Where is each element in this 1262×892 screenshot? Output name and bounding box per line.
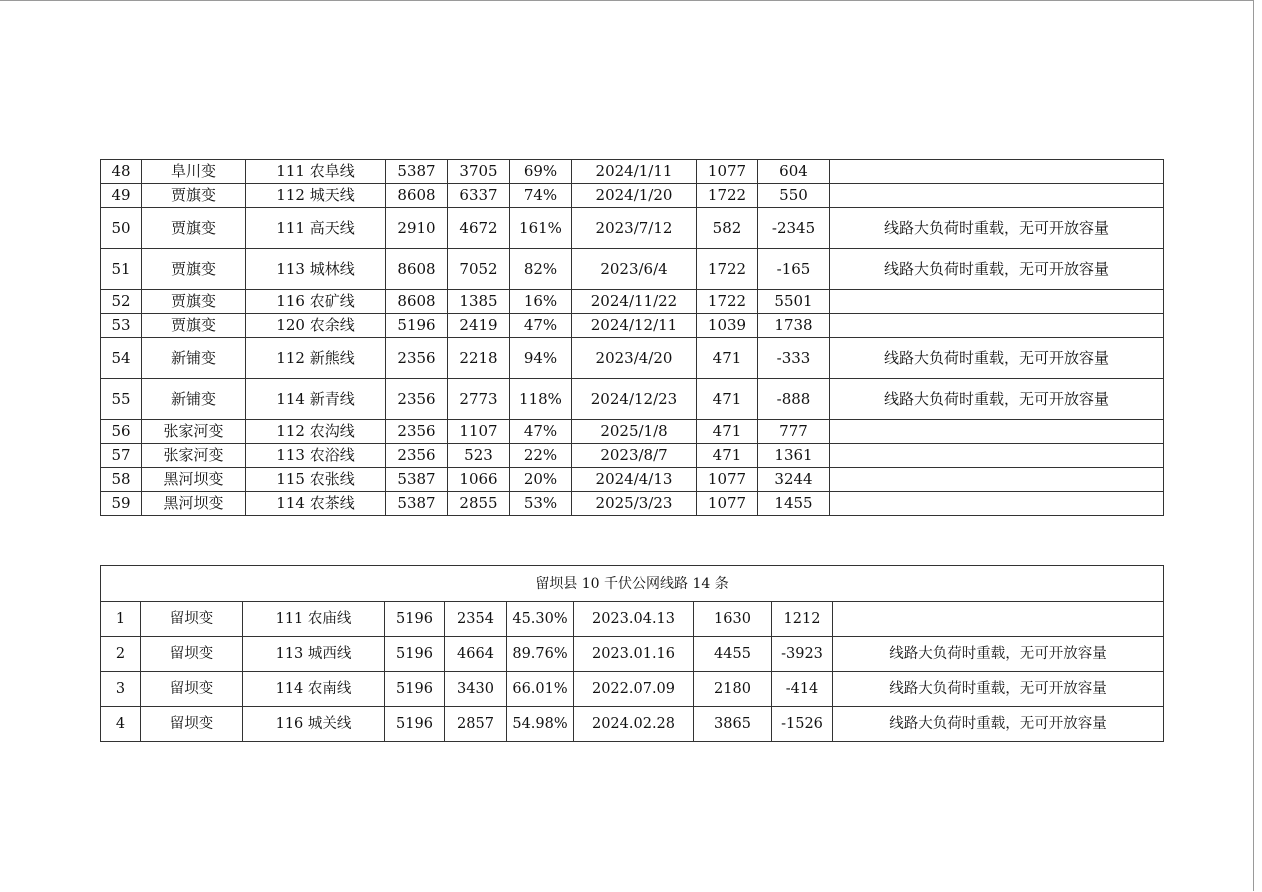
load-rate-cell: 74%	[510, 184, 572, 208]
max-load-date-cell: 2025/3/23	[572, 492, 697, 516]
row-number-cell: 54	[101, 338, 142, 379]
row-number-cell: 50	[101, 208, 142, 249]
row-number-cell: 57	[101, 444, 142, 468]
row-number-cell: 56	[101, 420, 142, 444]
open-capacity-cell: 1738	[758, 314, 830, 338]
capacity-limit-cell: 1077	[697, 160, 758, 184]
open-capacity-cell: -333	[758, 338, 830, 379]
capacity-limit-cell: 4455	[694, 637, 772, 672]
line-name-cell: 116 城关线	[243, 707, 385, 742]
capacity-limit-cell: 1722	[697, 184, 758, 208]
capacity-limit-cell: 582	[697, 208, 758, 249]
substation-name-cell: 贾旗变	[142, 249, 246, 290]
max-load-date-cell: 2024/11/22	[572, 290, 697, 314]
open-capacity-cell: 777	[758, 420, 830, 444]
rated-capacity-cell: 8608	[386, 184, 448, 208]
max-load-cell: 1385	[448, 290, 510, 314]
rated-capacity-cell: 8608	[386, 290, 448, 314]
line-name-cell: 114 农茶线	[246, 492, 386, 516]
row-number-cell: 49	[101, 184, 142, 208]
row-number-cell: 52	[101, 290, 142, 314]
max-load-cell: 2354	[445, 602, 507, 637]
max-load-date-cell: 2024/4/13	[572, 468, 697, 492]
open-capacity-cell: 5501	[758, 290, 830, 314]
rated-capacity-cell: 2356	[386, 338, 448, 379]
row-number-cell: 51	[101, 249, 142, 290]
open-capacity-cell: -2345	[758, 208, 830, 249]
capacity-limit-cell: 471	[697, 420, 758, 444]
rated-capacity-cell: 5196	[386, 314, 448, 338]
max-load-cell: 3705	[448, 160, 510, 184]
substation-name-cell: 贾旗变	[142, 184, 246, 208]
row-number-cell: 48	[101, 160, 142, 184]
liuba-line-table	[100, 565, 1164, 742]
table-row	[101, 468, 1164, 492]
line-name-cell: 112 城天线	[246, 184, 386, 208]
load-rate-cell: 54.98%	[507, 707, 574, 742]
max-load-cell: 6337	[448, 184, 510, 208]
remark-cell	[830, 314, 1164, 338]
line-name-cell: 114 农南线	[243, 672, 385, 707]
substation-name-cell: 黑河坝变	[142, 492, 246, 516]
max-load-cell: 523	[448, 444, 510, 468]
substation-name-cell: 贾旗变	[142, 314, 246, 338]
max-load-date-cell: 2023.01.16	[574, 637, 694, 672]
capacity-limit-cell: 3865	[694, 707, 772, 742]
line-capacity-table	[100, 159, 1164, 516]
rated-capacity-cell: 5387	[386, 492, 448, 516]
table-row	[101, 184, 1164, 208]
max-load-date-cell: 2024.02.28	[574, 707, 694, 742]
rated-capacity-cell: 2356	[386, 420, 448, 444]
table-row	[101, 492, 1164, 516]
rated-capacity-cell: 2356	[386, 444, 448, 468]
capacity-limit-cell: 1039	[697, 314, 758, 338]
substation-name-cell: 留坝变	[141, 637, 243, 672]
table-row	[101, 707, 1164, 742]
remark-cell	[833, 602, 1164, 637]
max-load-cell: 7052	[448, 249, 510, 290]
load-rate-cell: 16%	[510, 290, 572, 314]
rated-capacity-cell: 8608	[386, 249, 448, 290]
table-row	[101, 249, 1164, 290]
capacity-limit-cell: 471	[697, 379, 758, 420]
substation-name-cell: 留坝变	[141, 602, 243, 637]
row-number-cell: 3	[101, 672, 141, 707]
remark-cell: 线路大负荷时重载，无可开放容量	[830, 338, 1164, 379]
remark-cell: 线路大负荷时重载，无可开放容量	[830, 249, 1164, 290]
remark-cell: 线路大负荷时重载，无可开放容量	[830, 379, 1164, 420]
rated-capacity-cell: 5387	[386, 160, 448, 184]
row-number-cell: 2	[101, 637, 141, 672]
table-row	[101, 314, 1164, 338]
table-row	[101, 290, 1164, 314]
table-row	[101, 602, 1164, 637]
open-capacity-cell: 604	[758, 160, 830, 184]
load-rate-cell: 20%	[510, 468, 572, 492]
rated-capacity-cell: 2356	[386, 379, 448, 420]
max-load-cell: 2857	[445, 707, 507, 742]
load-rate-cell: 118%	[510, 379, 572, 420]
remark-cell: 线路大负荷时重载，无可开放容量	[833, 707, 1164, 742]
capacity-limit-cell: 1077	[697, 468, 758, 492]
line-name-cell: 120 农余线	[246, 314, 386, 338]
max-load-date-cell: 2023/6/4	[572, 249, 697, 290]
max-load-date-cell: 2025/1/8	[572, 420, 697, 444]
load-rate-cell: 66.01%	[507, 672, 574, 707]
line-name-cell: 113 农浴线	[246, 444, 386, 468]
max-load-date-cell: 2024/1/20	[572, 184, 697, 208]
substation-name-cell: 张家河变	[142, 444, 246, 468]
max-load-date-cell: 2024/1/11	[572, 160, 697, 184]
substation-name-cell: 黑河坝变	[142, 468, 246, 492]
remark-cell	[830, 184, 1164, 208]
table-row	[101, 420, 1164, 444]
load-rate-cell: 69%	[510, 160, 572, 184]
load-rate-cell: 45.30%	[507, 602, 574, 637]
line-name-cell: 113 城林线	[246, 249, 386, 290]
remark-cell	[830, 444, 1164, 468]
line-name-cell: 111 高天线	[246, 208, 386, 249]
max-load-date-cell: 2022.07.09	[574, 672, 694, 707]
open-capacity-cell: 550	[758, 184, 830, 208]
line-name-cell: 116 农矿线	[246, 290, 386, 314]
capacity-limit-cell: 1722	[697, 249, 758, 290]
open-capacity-cell: -414	[772, 672, 833, 707]
open-capacity-cell: 1212	[772, 602, 833, 637]
open-capacity-cell: -3923	[772, 637, 833, 672]
rated-capacity-cell: 5196	[385, 707, 445, 742]
max-load-cell: 2419	[448, 314, 510, 338]
open-capacity-cell: 1455	[758, 492, 830, 516]
table-row	[101, 444, 1164, 468]
row-number-cell: 4	[101, 707, 141, 742]
max-load-date-cell: 2024/12/11	[572, 314, 697, 338]
substation-name-cell: 留坝变	[141, 672, 243, 707]
max-load-date-cell: 2023.04.13	[574, 602, 694, 637]
load-rate-cell: 94%	[510, 338, 572, 379]
line-name-cell: 111 农阜线	[246, 160, 386, 184]
line-name-cell: 111 农庙线	[243, 602, 385, 637]
substation-name-cell: 新铺变	[142, 338, 246, 379]
rated-capacity-cell: 2910	[386, 208, 448, 249]
table-row	[101, 637, 1164, 672]
capacity-limit-cell: 471	[697, 338, 758, 379]
open-capacity-cell: 3244	[758, 468, 830, 492]
max-load-cell: 2218	[448, 338, 510, 379]
load-rate-cell: 53%	[510, 492, 572, 516]
max-load-cell: 1107	[448, 420, 510, 444]
open-capacity-cell: -165	[758, 249, 830, 290]
line-name-cell: 112 新熊线	[246, 338, 386, 379]
substation-name-cell: 留坝变	[141, 707, 243, 742]
table-row	[101, 672, 1164, 707]
max-load-cell: 4664	[445, 637, 507, 672]
capacity-limit-cell: 1630	[694, 602, 772, 637]
table-row	[101, 208, 1164, 249]
substation-name-cell: 阜川变	[142, 160, 246, 184]
rated-capacity-cell: 5196	[385, 637, 445, 672]
row-number-cell: 58	[101, 468, 142, 492]
substation-name-cell: 贾旗变	[142, 208, 246, 249]
rated-capacity-cell: 5196	[385, 672, 445, 707]
table-title: 留坝县 10 千伏公网线路 14 条	[101, 566, 1164, 602]
remark-cell	[830, 420, 1164, 444]
remark-cell	[830, 290, 1164, 314]
capacity-limit-cell: 1077	[697, 492, 758, 516]
line-name-cell: 114 新青线	[246, 379, 386, 420]
row-number-cell: 55	[101, 379, 142, 420]
max-load-date-cell: 2024/12/23	[572, 379, 697, 420]
max-load-cell: 4672	[448, 208, 510, 249]
max-load-date-cell: 2023/8/7	[572, 444, 697, 468]
rated-capacity-cell: 5196	[385, 602, 445, 637]
remark-cell	[830, 468, 1164, 492]
line-name-cell: 113 城西线	[243, 637, 385, 672]
table-title-row	[101, 566, 1164, 602]
capacity-limit-cell: 1722	[697, 290, 758, 314]
remark-cell	[830, 160, 1164, 184]
row-number-cell: 53	[101, 314, 142, 338]
load-rate-cell: 47%	[510, 420, 572, 444]
table-row	[101, 379, 1164, 420]
table-row	[101, 160, 1164, 184]
substation-name-cell: 张家河变	[142, 420, 246, 444]
rated-capacity-cell: 5387	[386, 468, 448, 492]
load-rate-cell: 82%	[510, 249, 572, 290]
remark-cell: 线路大负荷时重载，无可开放容量	[833, 672, 1164, 707]
load-rate-cell: 22%	[510, 444, 572, 468]
open-capacity-cell: -888	[758, 379, 830, 420]
line-name-cell: 115 农张线	[246, 468, 386, 492]
remark-cell: 线路大负荷时重载，无可开放容量	[833, 637, 1164, 672]
max-load-date-cell: 2023/7/12	[572, 208, 697, 249]
row-number-cell: 1	[101, 602, 141, 637]
capacity-limit-cell: 2180	[694, 672, 772, 707]
max-load-cell: 2855	[448, 492, 510, 516]
substation-name-cell: 新铺变	[142, 379, 246, 420]
load-rate-cell: 89.76%	[507, 637, 574, 672]
max-load-cell: 3430	[445, 672, 507, 707]
max-load-date-cell: 2023/4/20	[572, 338, 697, 379]
open-capacity-cell: 1361	[758, 444, 830, 468]
open-capacity-cell: -1526	[772, 707, 833, 742]
load-rate-cell: 161%	[510, 208, 572, 249]
table-row	[101, 338, 1164, 379]
substation-name-cell: 贾旗变	[142, 290, 246, 314]
load-rate-cell: 47%	[510, 314, 572, 338]
max-load-cell: 1066	[448, 468, 510, 492]
row-number-cell: 59	[101, 492, 142, 516]
max-load-cell: 2773	[448, 379, 510, 420]
remark-cell: 线路大负荷时重载，无可开放容量	[830, 208, 1164, 249]
remark-cell	[830, 492, 1164, 516]
line-name-cell: 112 农沟线	[246, 420, 386, 444]
capacity-limit-cell: 471	[697, 444, 758, 468]
